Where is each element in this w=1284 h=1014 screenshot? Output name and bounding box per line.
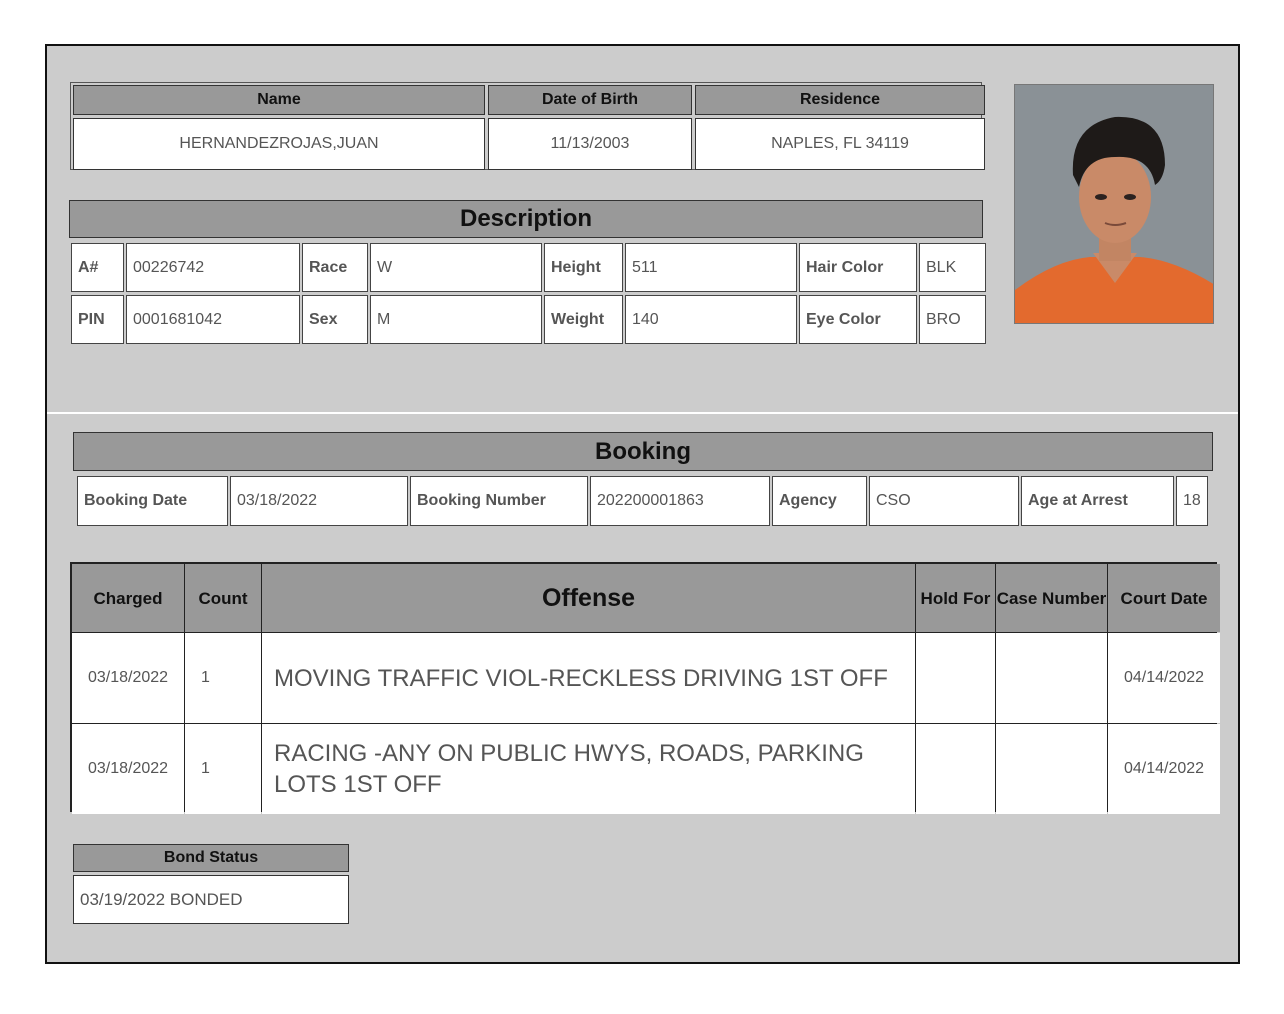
row2-court-date: 04/14/2022 [1108, 724, 1220, 814]
row1-court-date: 04/14/2022 [1108, 633, 1220, 723]
pin-value: 0001681042 [126, 295, 300, 344]
row1-hold-for [916, 633, 995, 723]
eye-color-value: BRO [919, 295, 986, 344]
row1-case-number [996, 633, 1107, 723]
booking-number-value: 202200001863 [590, 476, 770, 526]
description-grid [71, 243, 979, 345]
residence-header: Residence [695, 85, 985, 115]
race-label: Race [302, 243, 368, 292]
booking-title: Booking [73, 432, 1213, 471]
offense-table [70, 562, 1217, 812]
row2-hold-for [916, 724, 995, 814]
booking-date-value: 03/18/2022 [230, 476, 408, 526]
name-value: HERNANDEZROJAS,JUAN [73, 118, 485, 170]
weight-value: 140 [625, 295, 797, 344]
a-number-label: A# [71, 243, 124, 292]
case-number-header: Case Number [996, 564, 1107, 632]
row1-count: 1 [185, 633, 261, 723]
identity-table [70, 82, 982, 170]
row1-offense: MOVING TRAFFIC VIOL-RECKLESS DRIVING 1ST OFF [262, 633, 915, 723]
hold-for-header: Hold For [916, 564, 995, 632]
sex-label: Sex [302, 295, 368, 344]
hair-color-value: BLK [919, 243, 986, 292]
name-header: Name [73, 85, 485, 115]
row2-charged: 03/18/2022 [72, 724, 184, 814]
age-at-arrest-value: 18 [1176, 476, 1208, 526]
offense-header: Offense [262, 564, 915, 632]
height-label: Height [544, 243, 623, 292]
agency-value: CSO [869, 476, 1019, 526]
row2-offense: RACING -ANY ON PUBLIC HWYS, ROADS, PARKING LOTS 1ST OFF [262, 724, 915, 814]
agency-label: Agency [772, 476, 867, 526]
eye-color-label: Eye Color [799, 295, 917, 344]
age-at-arrest-label: Age at Arrest [1021, 476, 1174, 526]
court-date-header: Court Date [1108, 564, 1220, 632]
hair-color-label: Hair Color [799, 243, 917, 292]
weight-label: Weight [544, 295, 623, 344]
row1-charged: 03/18/2022 [72, 633, 184, 723]
row2-case-number [996, 724, 1107, 814]
count-header: Count [185, 564, 261, 632]
section-divider [47, 412, 1238, 414]
pin-label: PIN [71, 295, 124, 344]
booking-record [45, 44, 1240, 964]
booking-grid [77, 476, 1209, 526]
row2-count: 1 [185, 724, 261, 814]
booking-number-label: Booking Number [410, 476, 588, 526]
residence-value: NAPLES, FL 34119 [695, 118, 985, 170]
bond-status-title: Bond Status [73, 844, 349, 872]
dob-value: 11/13/2003 [488, 118, 692, 170]
bond-status-value: 03/19/2022 BONDED [73, 875, 349, 924]
booking-date-label: Booking Date [77, 476, 228, 526]
height-value: 511 [625, 243, 797, 292]
description-title: Description [69, 200, 983, 238]
race-value: W [370, 243, 542, 292]
mugshot-photo [1014, 84, 1214, 324]
mugshot-image [1015, 85, 1214, 324]
dob-header: Date of Birth [488, 85, 692, 115]
a-number-value: 00226742 [126, 243, 300, 292]
sex-value: M [370, 295, 542, 344]
charged-header: Charged [72, 564, 184, 632]
